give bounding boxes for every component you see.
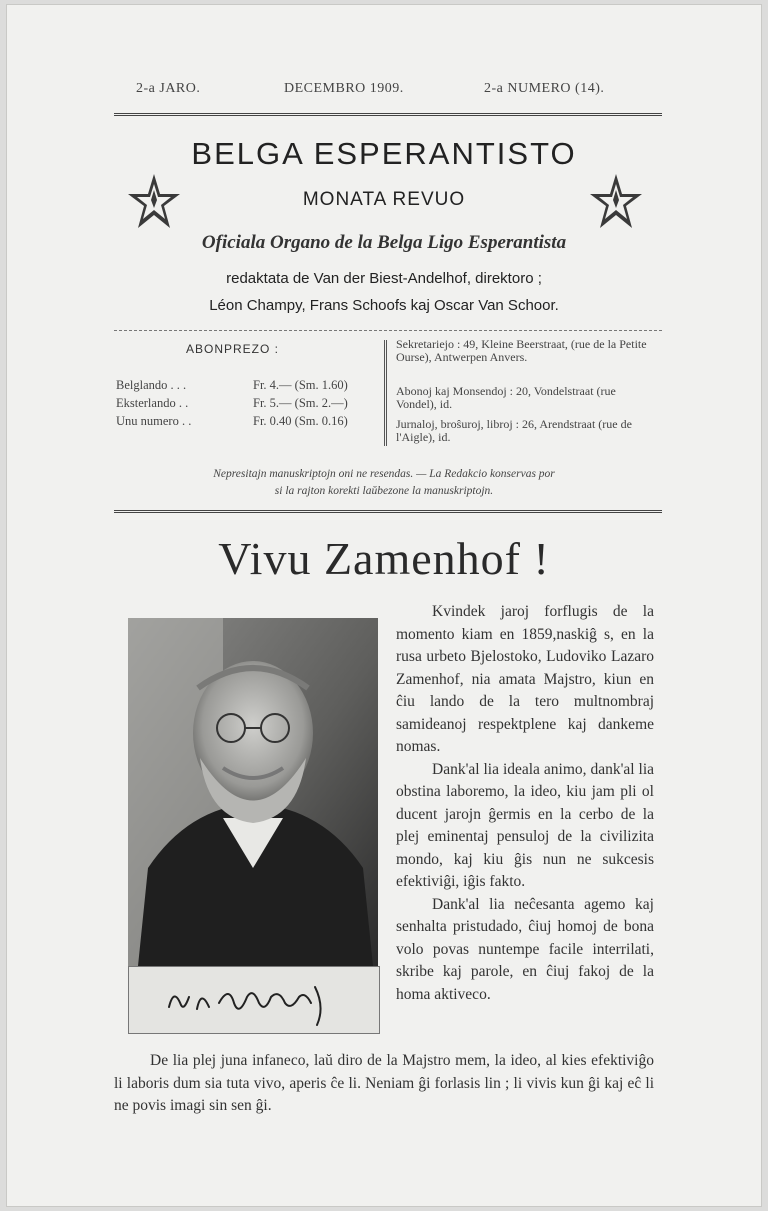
price-value: Fr. 0.40 (Sm. 0.16) [253,414,348,428]
masthead-date: DECEMBRO 1909. [284,81,404,96]
journal-page [6,4,762,1207]
manuscript-notice [6,466,762,500]
price-label: Belglando . . . [116,378,187,392]
journal-subtitle: MONATA REVUO [302,189,466,210]
price-label: Unu numero . . [116,414,192,428]
paragraph-2: Dank'al lia ideala animo, dank'al lia obstina laboremo, la ideo, kiu jam pli ol ducent jarojn ĝermis en la cerbo de la plej eminentaj pensuloj de la civilizita mondo, kaj kiu ĝis nun ne sukcesis efektiviĝi, iĝis fakto. [396,760,654,890]
notice-line-1: Nepresitajn manuskriptojn oni ne resendas. — La Redakcio konservas por [213,468,555,480]
paragraph-4: De lia plej juna infaneco, laŭ diro de la Majstro mem, la ideo, al kies efektiviĝo li laboris dum sia tuta vivo, aperis ĉe li. Neniam ĝi forlasis lin ; li vivis kun ĝi kaj eĉ li ne povis imagi sin sen ĝi. [114,1052,654,1114]
section-rule [114,330,662,331]
journal-title: BELGA ESPERANTISTO [191,136,577,171]
signature-image [129,967,379,1033]
editors-line-1: redaktata de Van der Biest-Andelhof, direktoro ; [226,270,542,287]
secretariat-info: Sekretariejo : 49, Kleine Beerstraat, (rue de la Petite Ourse), Antwerpen Anvers. [396,337,647,364]
masthead-issue: 2-a NUMERO (14). [484,81,605,96]
paragraph-1: Kvindek jaroj forflugis de la momento kiam en 1859,naskiĝ s, en la rusa urbeto Bjelostoko, Ludoviko Lazaro Zamenhof, nia amata Majstro, kiun en ĉiu lando de la tero multnombraj samideanoj respektplene kaj dankeme nomas. [396,603,654,755]
editors-line-2: Léon Champy, Frans Schoofs kaj Oscar Van Schoor. [209,297,559,314]
zamenhof-portrait [128,618,378,966]
article-column [396,601,654,1006]
masthead-year: 2-a JARO. [136,81,201,96]
signature-panel [128,966,380,1034]
subscription-info: Abonoj kaj Monsendoj : 20, Vondelstraat (rue Vondel), id. [396,384,616,411]
price-value: Fr. 4.— (Sm. 1.60) [253,378,348,392]
portrait-image [128,618,378,966]
price-value: Fr. 5.— (Sm. 2.—) [253,396,348,410]
column-separator [384,340,387,446]
price-label: Eksterlando . . [116,396,189,410]
top-rule [114,113,662,116]
bottom-rule [114,510,662,513]
prices-heading: ABONPREZO : [186,342,280,356]
notice-line-2: si la rajton korekti laŭbezone la manuskriptojn. [274,485,494,497]
official-organ: Oficiala Organo de la Belga Ligo Esperantista [201,232,567,253]
article-full-width [114,1050,654,1118]
publication-info: Jurnaloj, broŝuroj, libroj : 26, Arendstraat (rue de l'Aigle), id. [396,417,632,444]
paragraph-3: Dank'al lia neĉesanta agemo kaj senhalta pristudado, ĉiuj homoj de bona volo povas nuntempe facile interrilati, skribe kaj parole, en ĉiuj fakoj de la homa aktiveco. [396,895,654,1003]
article-title: Vivu Zamenhof ! [218,533,550,584]
